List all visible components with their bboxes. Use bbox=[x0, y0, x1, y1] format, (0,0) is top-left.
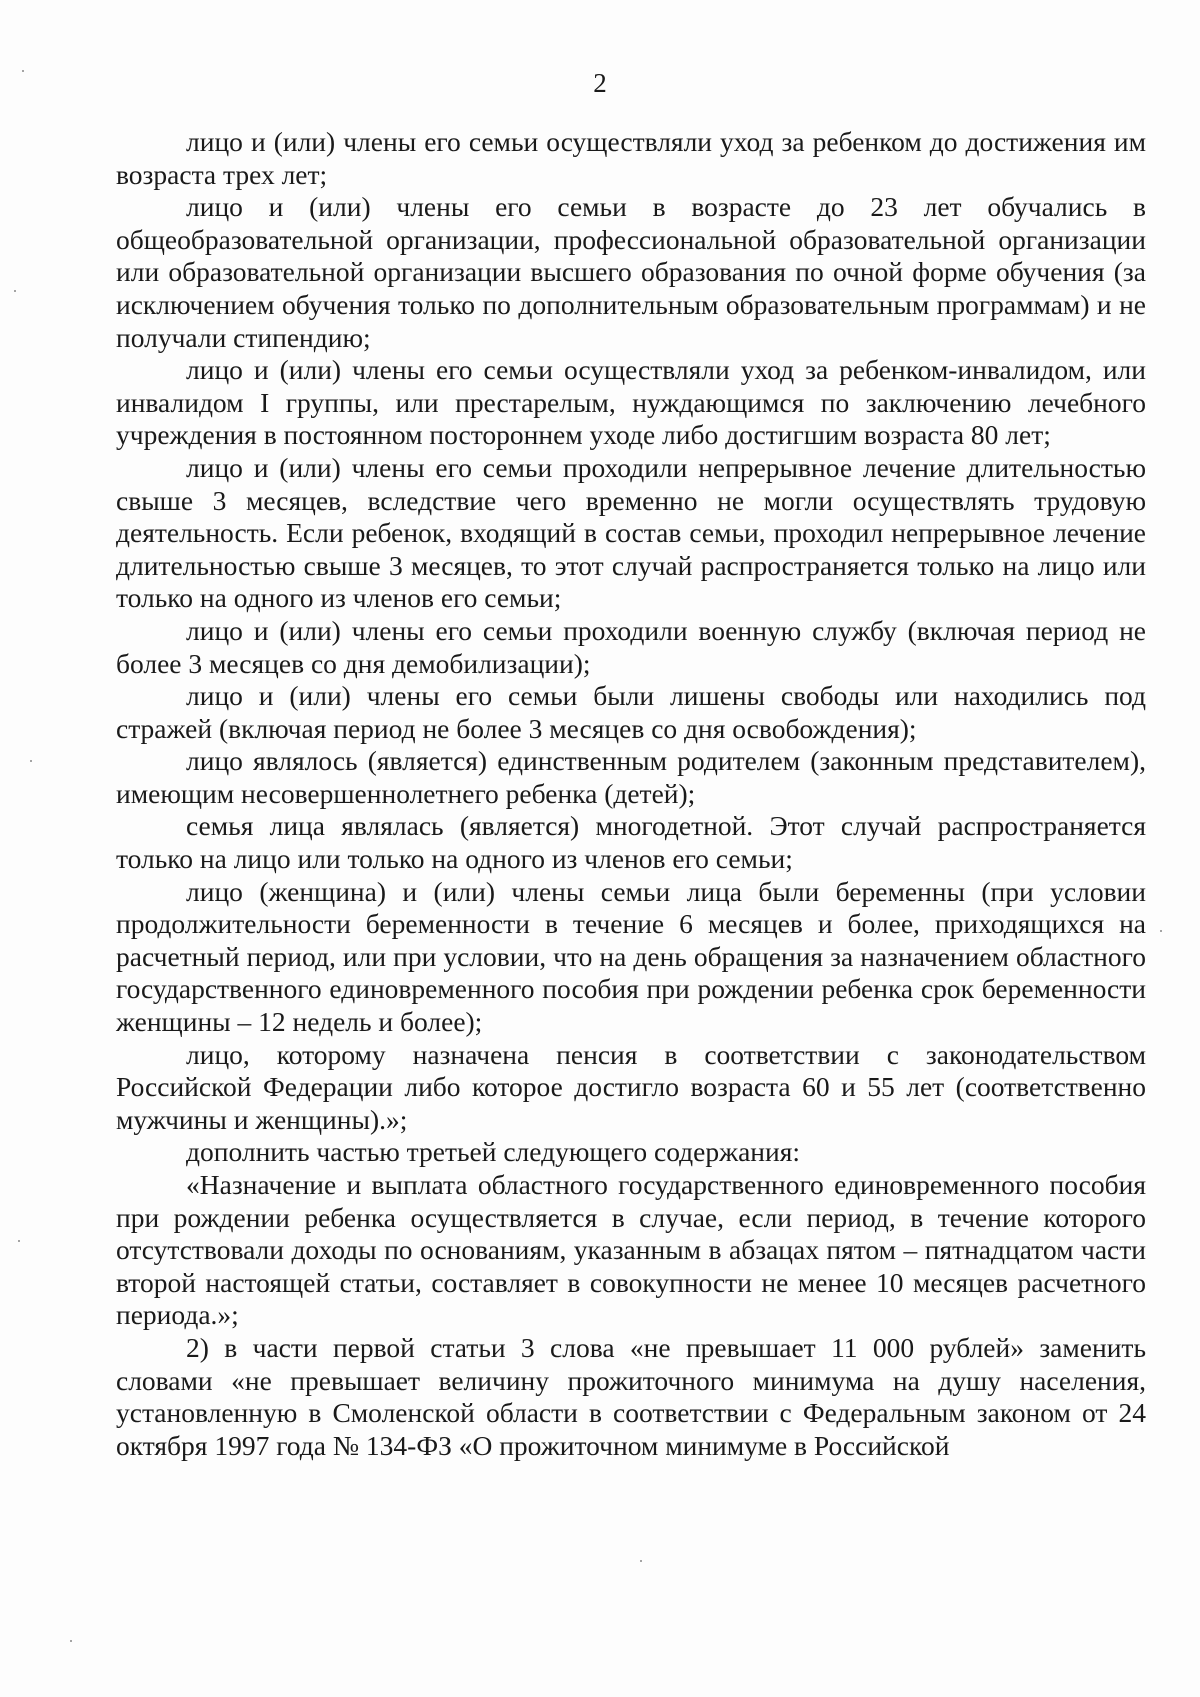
paragraph: «Назначение и выплата областного государственного единовременного пособия при рождении ребенка осуществляется в случае, если период, в течение которого отсутствовали доходы по основаниям, указанным в абзацах пятом – пятнадцатом части второй настоящей статьи, составляет в совокупности не менее 10 месяцев расчетного периода.»; bbox=[116, 1169, 1146, 1331]
paragraph: 2) в части первой статьи 3 слова «не превышает 11 000 рублей» заменить словами «не превышает величину прожиточного минимума на душу населения, установленную в Смоленской области в соответствии с Федеральным законом от 24 октября 1997 года № 134-ФЗ «О прожиточном минимуме в Российской bbox=[116, 1331, 1146, 1461]
scan-speck bbox=[1160, 930, 1162, 932]
scan-speck bbox=[18, 1240, 20, 1242]
scan-speck bbox=[70, 1640, 72, 1642]
paragraph: лицо и (или) члены его семьи осуществляли уход за ребенком до достижения им возраста трех лет; bbox=[116, 126, 1146, 190]
scan-speck bbox=[14, 290, 16, 292]
paragraph: лицо и (или) члены его семьи проходили непрерывное лечение длительностью свыше 3 месяцев, вследствие чего временно не могли осуществлять трудовую деятельность. Если ребенок, входящий в состав семьи, проходил непрерывное лечение длительностью свыше 3 месяцев, то этот случай распространяется только на лицо или только на одного из членов его семьи; bbox=[116, 451, 1146, 614]
paragraph: лицо и (или) члены его семьи осуществляли уход за ребенком-инвалидом, или инвалидом I группы, или престарелым, нуждающимся по заключению лечебного учреждения в постоянном постороннем уходе либо достигшим возраста 80 лет; bbox=[116, 354, 1146, 451]
scan-speck bbox=[22, 70, 24, 72]
paragraph: лицо и (или) члены его семьи были лишены свободы или находились под стражей (включая период не более 3 месяцев со дня освобождения); bbox=[116, 680, 1146, 744]
paragraph: лицо являлось (является) единственным родителем (законным представителем), имеющим несовершеннолетнего ребенка (детей); bbox=[116, 745, 1146, 809]
paragraph: дополнить частью третьей следующего содержания: bbox=[186, 1136, 801, 1168]
paragraph: лицо и (или) члены его семьи в возрасте до 23 лет обучались в общеобразовательной организации, профессиональной образовательной организации или образовательной организации высшего образования по очной форме обучения (за исключением обучения только по дополнительным образовательным программам) и не получали стипендию; bbox=[116, 191, 1146, 353]
paragraph: лицо и (или) члены его семьи проходили военную службу (включая период не более 3 месяцев со дня демобилизации); bbox=[116, 614, 1146, 679]
scan-speck bbox=[30, 760, 32, 762]
paragraph: семья лица являлась (является) многодетной. Этот случай распространяется только на лицо или только на одного из членов его семьи; bbox=[116, 810, 1146, 875]
scan-speck bbox=[640, 1560, 642, 1562]
paragraph: лицо, которому назначена пенсия в соответствии с законодательством Российской Федерации либо которое достигло возраста 60 и 55 лет (соответственно мужчины и женщины).»; bbox=[116, 1038, 1146, 1135]
page-number: 2 bbox=[593, 68, 607, 98]
document-body bbox=[116, 126, 1146, 1462]
paragraph: лицо (женщина) и (или) члены семьи лица были беременны (при условии продолжительности беременности в течение 6 месяцев и более, приходящихся на расчетный период, или при условии, что на день обращения за назначением областного государственного единовременного пособия при рождении ребенка срок беременности женщины – 12 недель и более); bbox=[116, 875, 1146, 1038]
